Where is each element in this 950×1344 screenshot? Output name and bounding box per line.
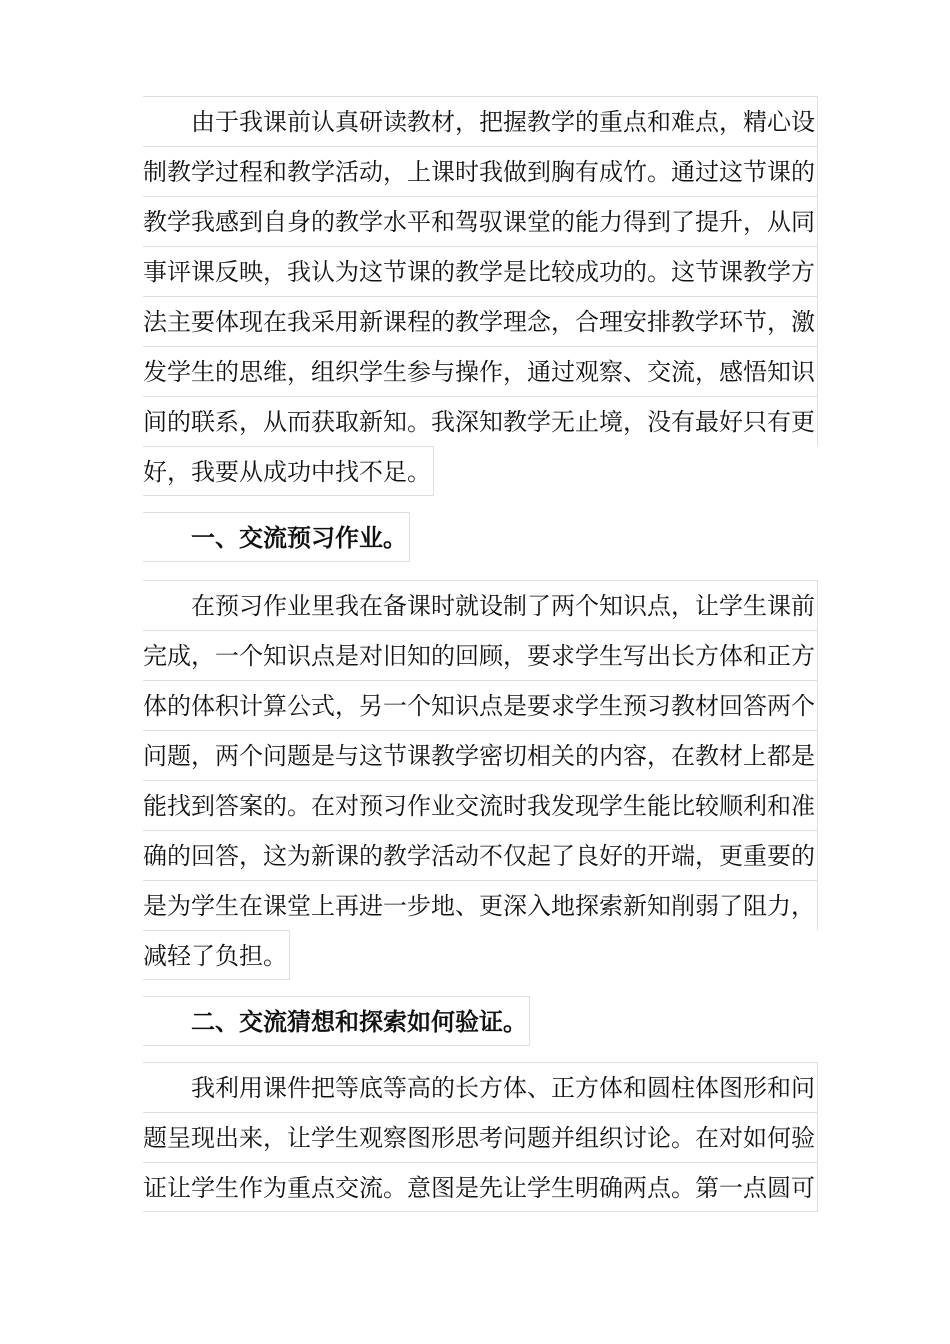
text-line: 在预习作业里我在备课时就设制了两个知识点，让学生课前	[143, 580, 818, 630]
text-line: 证让学生作为重点交流。意图是先让学生明确两点。第一点圆可	[143, 1162, 818, 1212]
section-heading-1	[143, 512, 410, 562]
text-line: 题呈现出来，让学生观察图形思考问题并组织讨论。在对如何验	[143, 1112, 818, 1162]
paragraph-2	[143, 580, 818, 980]
text-line: 事评课反映，我认为这节课的教学是比较成功的。这节课教学方	[143, 246, 818, 296]
text-line: 完成，一个知识点是对旧知的回顾，要求学生写出长方体和正方	[143, 630, 818, 680]
heading-text: 一、交流预习作业。	[143, 512, 410, 562]
section-heading-2	[143, 996, 530, 1046]
paragraph-3	[143, 1062, 818, 1212]
text-line: 减轻了负担。	[143, 930, 290, 980]
text-line: 由于我课前认真研读教材，把握教学的重点和难点，精心设	[143, 96, 818, 146]
text-line: 问题，两个问题是与这节课教学密切相关的内容，在教材上都是	[143, 730, 818, 780]
text-line: 间的联系，从而获取新知。我深知教学无止境，没有最好只有更	[143, 396, 818, 446]
heading-text: 二、交流猜想和探索如何验证。	[143, 996, 530, 1046]
text-line: 法主要体现在我采用新课程的教学理念，合理安排教学环节，激	[143, 296, 818, 346]
text-line: 能找到答案的。在对预习作业交流时我发现学生能比较顺利和准	[143, 780, 818, 830]
text-line: 我利用课件把等底等高的长方体、正方体和圆柱体图形和问	[143, 1062, 818, 1112]
paragraph-1	[143, 96, 818, 496]
text-line: 发学生的思维，组织学生参与操作，通过观察、交流，感悟知识	[143, 346, 818, 396]
text-line: 制教学过程和教学活动，上课时我做到胸有成竹。通过这节课的	[143, 146, 818, 196]
text-line: 教学我感到自身的教学水平和驾驭课堂的能力得到了提升，从同	[143, 196, 818, 246]
text-line: 确的回答，这为新课的教学活动不仅起了良好的开端，更重要的	[143, 830, 818, 880]
text-line: 好，我要从成功中找不足。	[143, 446, 434, 496]
text-line: 体的体积计算公式，另一个知识点是要求学生预习教材回答两个	[143, 680, 818, 730]
text-line: 是为学生在课堂上再进一步地、更深入地探索新知削弱了阻力，	[143, 880, 818, 930]
